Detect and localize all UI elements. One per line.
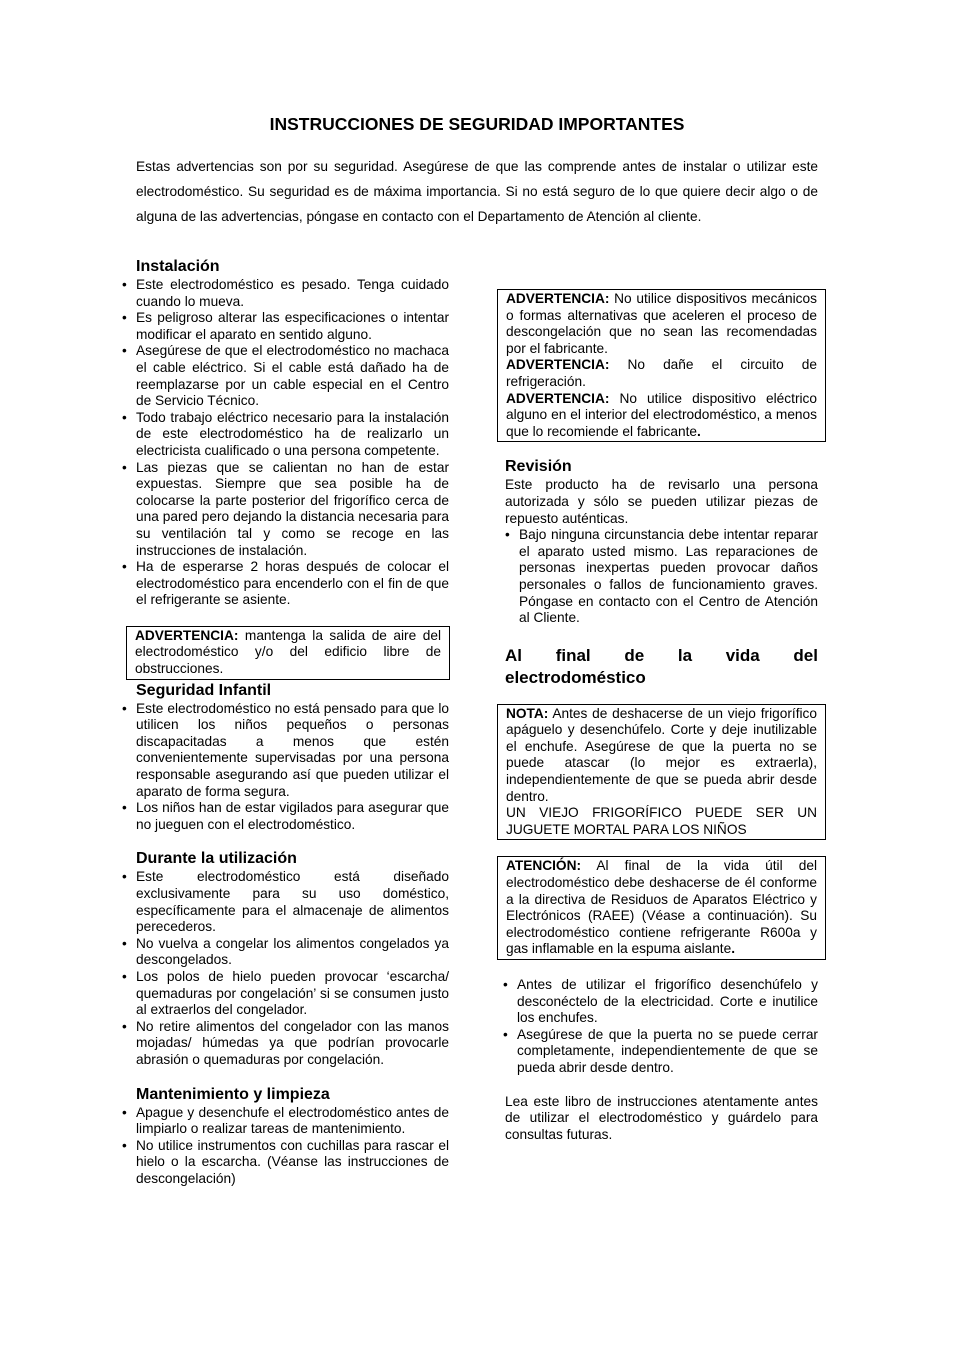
warning-end: .: [696, 423, 701, 439]
final-list: [517, 977, 818, 1077]
list-item: • Ha de esperarse 2 horas después de colocar el electrodoméstico para encenderlo con el fin de que el refrigerante se asiente.: [136, 559, 449, 609]
warning-text: No dañe el circuito de refrigeración.: [506, 357, 817, 389]
infantil-list: [136, 701, 449, 834]
list-item: • Este electrodoméstico está diseñado exclusivamente para su uso doméstico, específicamente para el almacenaje de alimentos perecederos.: [136, 869, 449, 935]
warning-box-air-outlet: [126, 626, 450, 680]
instalacion-list: [136, 277, 449, 609]
page-title: INSTRUCCIONES DE SEGURIDAD IMPORTANTES: [269, 114, 685, 134]
nota-caps: UN VIEJO FRIGORÍFICO PUEDE SER UN JUGUETE MORTAL PARA LOS NIÑOS: [506, 805, 817, 837]
list-item: • Los niños han de estar vigilados para asegurar que no jueguen con el electrodoméstico.: [136, 800, 449, 833]
warning-paragraph: [506, 357, 817, 390]
atencion-text: Al final de la vida útil del electrodoméstico debe deshacerse de él conforme a la directiva de Residuos de Aparatos Eléctrico y Electrónicos (RAEE) (Véase a continuación). Su electrodoméstico contiene refrigerante R600a y gas inflamable en la espuma aislante: [506, 858, 817, 957]
warning-label: ADVERTENCIA:: [506, 291, 610, 306]
atencion-label: ATENCIÓN:: [506, 858, 582, 874]
section-heading-mantenimiento: Mantenimiento y limpieza: [136, 1085, 330, 1103]
warning-box-defrost: [497, 289, 826, 442]
list-item: • Es peligroso alterar las especificaciones o intentar modificar el aparato en sentido alguno.: [136, 310, 449, 343]
atencion-box: [497, 856, 826, 960]
warning-paragraph: [506, 391, 817, 441]
list-item: • Antes de utilizar el frigorífico desenchúfelo y desconéctelo de la electricidad. Corte e inutilice los enchufes.: [517, 977, 818, 1027]
warning-text: No utilice dispositivo eléctrico alguno en el interior del electrodoméstico, a menos que lo recomiende el fabricante: [506, 390, 817, 439]
nota-label: NOTA:: [506, 705, 549, 721]
list-item: • Asegúrese de que el electrodoméstico no machaca el cable eléctrico. Si el cable está dañado ha de reemplazarse por un cable especial en el Centro de Servicio Técnico.: [136, 343, 449, 409]
nota-text: Antes de deshacerse de un viejo frigorífico apáguelo y desenchúfelo. Corte y deje inutilizable el enchufe. Asegúrese de que la puerta no se puede atascar (lo mejor es extraerla), independientemente de que se pueda abrir desde dentro.: [506, 705, 817, 804]
revision-text: Este producto ha de revisarlo una persona autorizada y sólo se pueden utilizar piezas de repuesto auténticas.: [505, 477, 818, 526]
list-item: • Todo trabajo eléctrico necesario para la instalación de este electrodoméstico ha de realizarlo un electricista cualificado o una persona competente.: [136, 410, 449, 460]
section-heading-utilizacion: Durante la utilización: [136, 850, 297, 868]
list-item: • Este electrodoméstico no está pensado para que lo utilicen los niños pequeños o personas discapacitadas a menos que estén convenientemente supervisadas por una persona responsable asegurando así que pueden utilizar el aparato de forma segura.: [136, 701, 449, 801]
nota-box: [497, 704, 826, 841]
list-item: • Este electrodoméstico es pesado. Tenga cuidado cuando lo mueva.: [136, 277, 449, 310]
list-item: • Asegúrese de que la puerta no se puede cerrar completamente, independientemente de que se pueda abrir desde dentro.: [517, 1027, 818, 1077]
list-item: • Apague y desenchufe el electrodoméstico antes de limpiarlo o realizar tareas de mantenimiento.: [136, 1105, 449, 1138]
mantenimiento-list: [136, 1105, 449, 1188]
revision-list: [519, 527, 818, 627]
list-item: • No utilice instrumentos con cuchillas para rascar el hielo o la escarcha. (Véanse las instrucciones de descongelación): [136, 1138, 449, 1188]
warning-text: mantenga la salida de aire del electrodoméstico y/o del edificio libre de obstrucciones.: [135, 627, 441, 677]
nota-paragraph: [506, 706, 817, 806]
warning-paragraph: [506, 291, 817, 357]
utilizacion-list: [136, 869, 449, 1068]
right-column: [505, 289, 818, 1143]
warning-label: ADVERTENCIA:: [506, 357, 610, 373]
section-heading-infantil: Seguridad Infantil: [136, 681, 272, 699]
left-column: [136, 257, 449, 1188]
list-item: • Los polos de hielo pueden provocar ‘escarcha/ quemaduras por congelación’ si se consumen justo al extraerlos del congelador.: [136, 969, 449, 1019]
intro-paragraph: Estas advertencias son por su seguridad. Asegúrese de que las comprende antes de instalar o utilizar este electrodoméstico. Su seguridad es de máxima importancia. Si no está seguro de lo que quiere decir algo o de alguna de las advertencias, póngase en contacto con el Departamento de Atención al cliente.: [136, 159, 818, 224]
warning-label: ADVERTENCIA:: [506, 390, 610, 406]
section-heading-instalacion: Instalación: [136, 258, 220, 275]
closing-paragraph: Lea este libro de instrucciones atentamente antes de utilizar el electrodoméstico y guárdelo para consultas futuras.: [505, 1093, 818, 1142]
list-item: • Bajo ninguna circunstancia debe intentar reparar el aparato usted mismo. Las reparaciones de personas inexpertas pueden provocar daños personales o fallos de funcionamiento graves. Póngase en contacto con el Centro de Atención al Cliente.: [519, 527, 818, 627]
list-item: • No vuelva a congelar los alimentos congelados ya descongelados.: [136, 936, 449, 969]
list-item: • No retire alimentos del congelador con las manos mojadas/ húmedas ya que podrían provocarle abrasión o quemaduras por congelación.: [136, 1019, 449, 1069]
list-item: • Las piezas que se calientan no han de estar expuestas. Siempre que sea posible ha de colocarse la parte posterior del frigorífico cerca de una pared pero dejando la distancia necesaria para su ventilación tal y como se recoge en las instrucciones de instalación.: [136, 460, 449, 560]
atencion-end: .: [731, 941, 736, 957]
section-heading-revision: Revisión: [505, 458, 572, 476]
warning-label: ADVERTENCIA:: [135, 627, 239, 643]
warning-text: No utilice dispositivos mecánicos o formas alternativas que aceleren el proceso de descongelación que no sean las recomendadas por el fabricante.: [506, 291, 817, 356]
section-heading-final: Al final de la vida del electrodoméstico: [505, 645, 818, 687]
